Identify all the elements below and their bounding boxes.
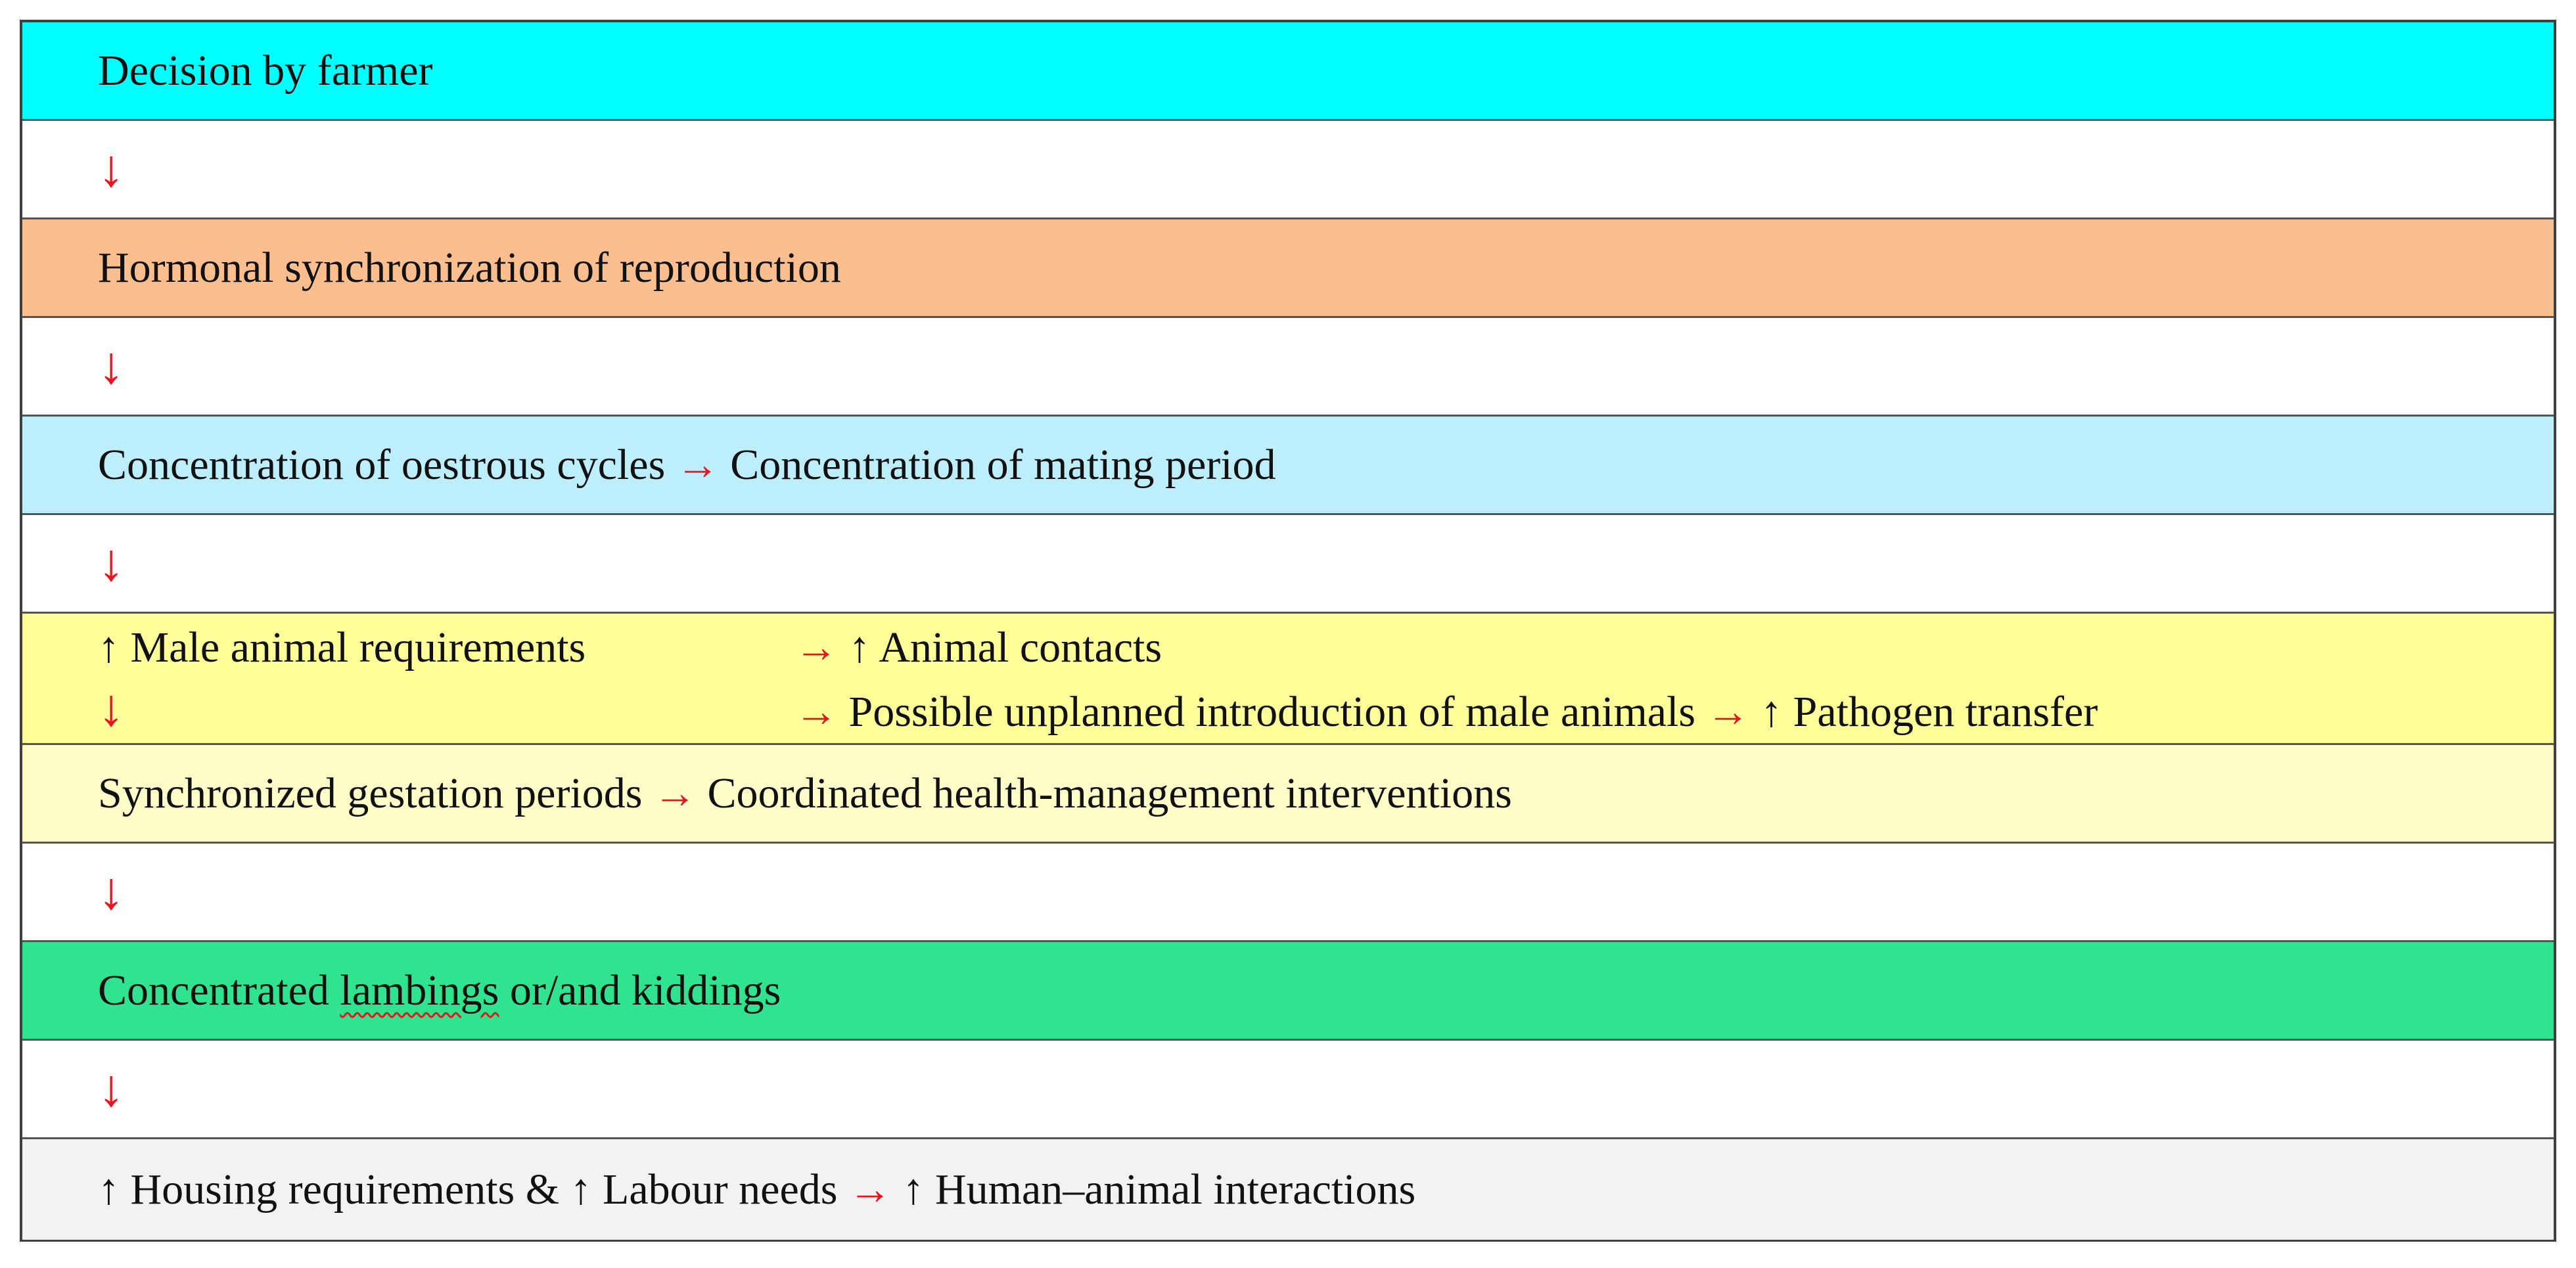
- step-concentration-oestrous: [22, 417, 2554, 515]
- down-arrow-row: [22, 121, 2554, 219]
- right-arrow-icon: →: [653, 769, 697, 817]
- down-arrow-row: [22, 515, 2554, 614]
- down-arrow-row: [22, 1041, 2554, 1139]
- male-requirements-label: ↑ Male animal requirements: [98, 623, 586, 671]
- step-label: Decision by farmer: [98, 46, 433, 95]
- down-arrow-icon: ↓: [98, 863, 124, 920]
- step-label: Hormonal synchronization of reproduction: [98, 243, 841, 292]
- step-male-animal-requirements: [22, 614, 2554, 745]
- step-label-left: Synchronized gestation periods: [98, 769, 643, 817]
- down-arrow-icon: ↓: [98, 1060, 124, 1118]
- male-line-2-right: [794, 687, 2098, 737]
- step-housing-labour: [22, 1139, 2554, 1240]
- right-arrow-icon: →: [676, 440, 720, 489]
- unplanned-introduction-label: Possible unplanned introduction of male animals: [848, 688, 1696, 736]
- step-label-underlined: lambings: [340, 966, 499, 1014]
- step-label-pre: Concentrated: [98, 966, 340, 1014]
- right-arrow-icon: →: [848, 1165, 892, 1213]
- pathogen-transfer-label: ↑ Pathogen transfer: [1760, 688, 2098, 736]
- right-arrow-icon: →: [794, 623, 838, 671]
- animal-contacts-label: ↑ Animal contacts: [848, 623, 1162, 671]
- step-decision-by-farmer: [22, 22, 2554, 121]
- step-label-right: ↑ Human–animal interactions: [902, 1165, 1416, 1213]
- male-line-1-right: [794, 623, 1162, 673]
- step-hormonal-synchronization: [22, 219, 2554, 318]
- down-arrow-icon: ↓: [98, 337, 124, 395]
- right-arrow-icon: →: [794, 688, 838, 736]
- step-concentrated-lambings: [22, 942, 2554, 1041]
- down-arrow-icon: ↓: [98, 679, 124, 737]
- right-arrow-icon: →: [1706, 688, 1750, 736]
- step-label-right: Concentration of mating period: [730, 440, 1276, 489]
- flow-diagram: [20, 20, 2556, 1242]
- step-label-post: or/and kiddings: [499, 966, 781, 1014]
- down-arrow-icon: ↓: [98, 140, 124, 198]
- step-label-left: ↑ Housing requirements & ↑ Labour needs: [98, 1165, 838, 1213]
- step-synchronized-gestation: [22, 745, 2554, 844]
- step-label-right: Coordinated health-management interventions: [707, 769, 1512, 817]
- down-arrow-row: [22, 844, 2554, 942]
- down-arrow-row: [22, 318, 2554, 417]
- step-label-left: Concentration of oestrous cycles: [98, 440, 666, 489]
- male-line-1: [98, 623, 586, 673]
- down-arrow-icon: ↓: [98, 534, 124, 592]
